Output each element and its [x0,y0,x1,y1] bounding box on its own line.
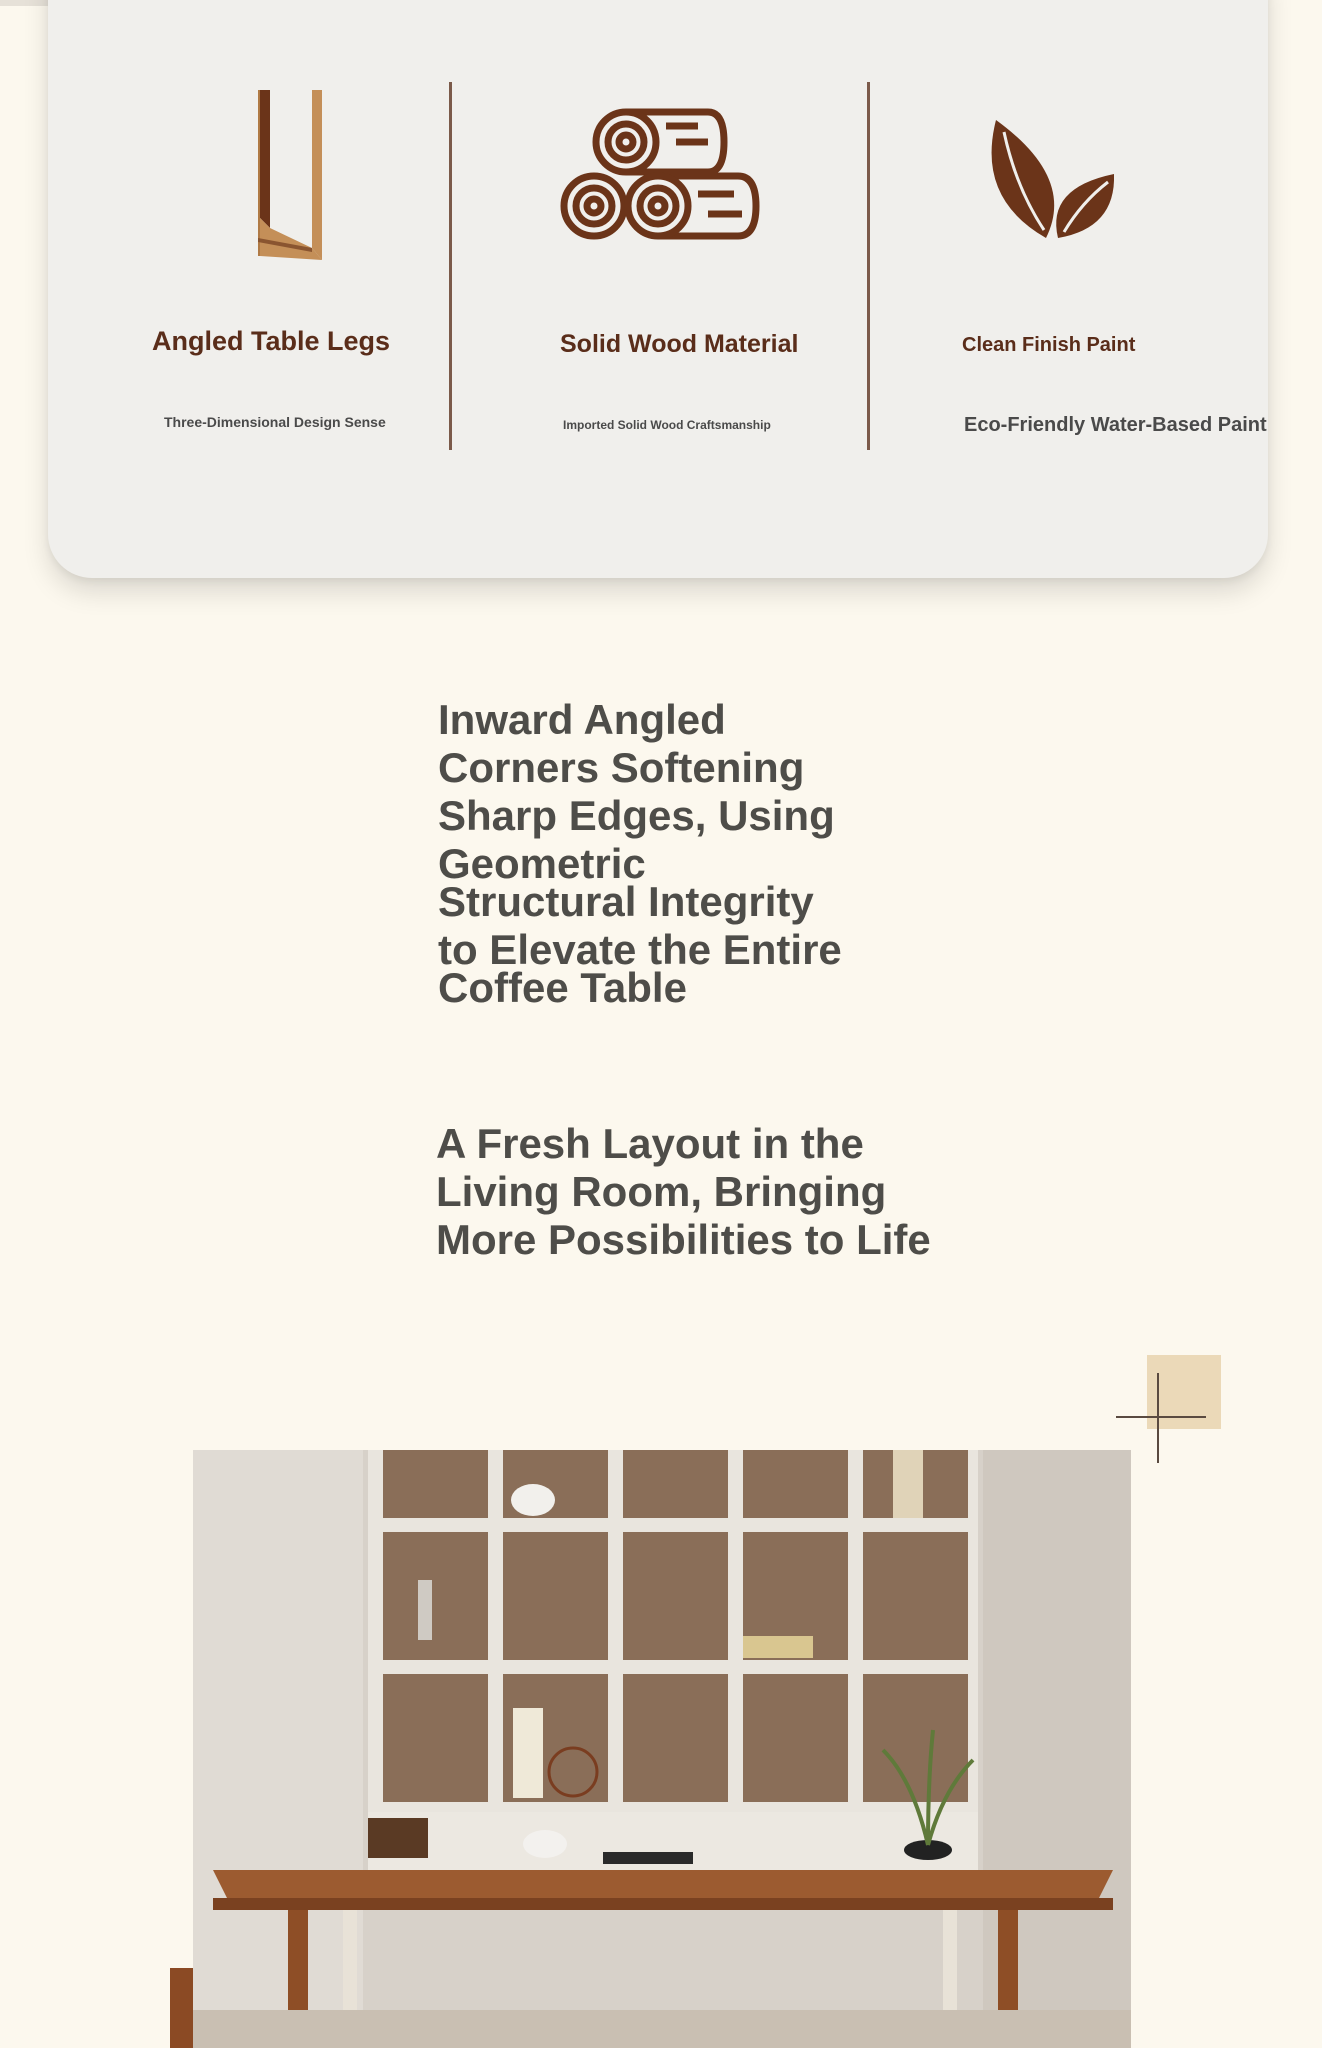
decorative-edge-block [170,1968,193,2048]
divider [449,82,452,450]
headline-line: Geometric [438,840,646,887]
top-edge-strip [0,0,48,6]
headline-line: More Possibilities to Life [436,1216,931,1263]
features-card [48,0,1268,578]
headline-line: A Fresh Layout in the [436,1120,864,1167]
feature-title: Angled Table Legs [152,326,391,356]
headline-inward-angled [438,696,918,1012]
feature-subtitle: Imported Solid Wood Craftsmanship [563,418,771,432]
table-leg-icon [208,88,328,268]
headline-line: Inward Angled [438,696,726,743]
headline-line: Living Room, Bringing [436,1168,887,1215]
feature-title: Solid Wood Material [560,330,799,358]
feature-title: Clean Finish Paint [962,334,1136,356]
feature-subtitle: Three-Dimensional Design Sense [164,414,386,430]
leaf-icon [986,118,1120,240]
plus-icon-vertical [1157,1373,1159,1463]
headline-line: Sharp Edges, Using [438,792,835,839]
headline-fresh-layout [436,1120,996,1264]
headline-line: Corners Softening [438,744,805,791]
headline-line: Structural Integrity [438,878,814,925]
living-room-coffee-table-photo [193,1450,1131,2048]
feature-subtitle: Eco-Friendly Water-Based Paint [964,414,1267,436]
plus-icon-horizontal [1116,1416,1206,1418]
headline-line: to Elevate the Entire [438,926,842,973]
divider [867,82,870,450]
headline-line: Coffee Table [438,964,687,1011]
wood-logs-icon [558,106,762,242]
